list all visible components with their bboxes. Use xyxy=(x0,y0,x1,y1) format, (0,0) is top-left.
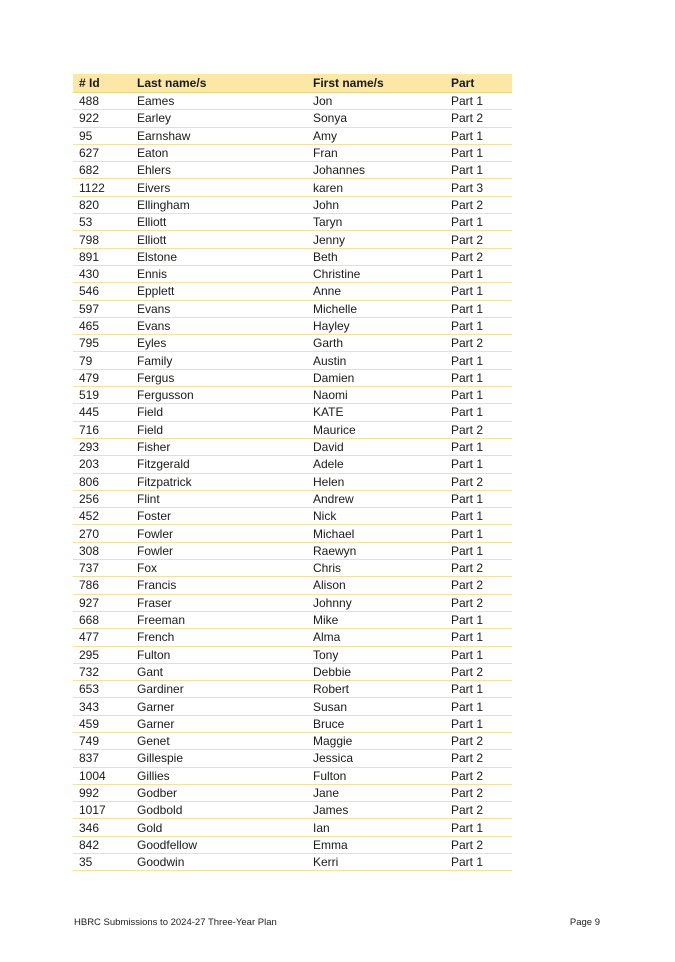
cell-last-name: Field xyxy=(131,404,307,421)
cell-part: Part 2 xyxy=(445,836,512,853)
cell-last-name: Godber xyxy=(131,784,307,801)
cell-id: 452 xyxy=(73,508,131,525)
cell-last-name: Garner xyxy=(131,715,307,732)
cell-last-name: Francis xyxy=(131,577,307,594)
table-row xyxy=(73,387,512,404)
table-row xyxy=(73,508,512,525)
cell-last-name: Fowler xyxy=(131,525,307,542)
cell-last-name: Fitzpatrick xyxy=(131,473,307,490)
cell-part: Part 1 xyxy=(445,127,512,144)
cell-first-name: Naomi xyxy=(307,387,445,404)
cell-last-name: Fisher xyxy=(131,438,307,455)
header-row xyxy=(73,74,512,93)
cell-id: 95 xyxy=(73,127,131,144)
footer-page-number: Page 9 xyxy=(569,917,600,928)
cell-part: Part 1 xyxy=(445,456,512,473)
cell-last-name: Flint xyxy=(131,490,307,507)
cell-part: Part 2 xyxy=(445,802,512,819)
cell-part: Part 1 xyxy=(445,490,512,507)
table-row xyxy=(73,732,512,749)
cell-id: 737 xyxy=(73,560,131,577)
cell-id: 53 xyxy=(73,214,131,231)
cell-id: 293 xyxy=(73,438,131,455)
table-row xyxy=(73,560,512,577)
cell-id: 346 xyxy=(73,819,131,836)
cell-last-name: Gillespie xyxy=(131,750,307,767)
cell-last-name: Family xyxy=(131,352,307,369)
table-row xyxy=(73,767,512,784)
cell-part: Part 2 xyxy=(445,577,512,594)
cell-last-name: Goodwin xyxy=(131,854,307,871)
cell-part: Part 1 xyxy=(445,854,512,871)
column-header-first-name: First name/s xyxy=(307,74,445,93)
column-header-part: Part xyxy=(445,74,512,93)
cell-last-name: Garner xyxy=(131,698,307,715)
table-header xyxy=(73,74,512,93)
cell-last-name: Evans xyxy=(131,300,307,317)
cell-part: Part 3 xyxy=(445,179,512,196)
cell-first-name: Jessica xyxy=(307,750,445,767)
cell-first-name: Johnny xyxy=(307,594,445,611)
cell-id: 295 xyxy=(73,646,131,663)
cell-part: Part 1 xyxy=(445,214,512,231)
cell-last-name: Godbold xyxy=(131,802,307,819)
table-row xyxy=(73,663,512,680)
cell-last-name: Fox xyxy=(131,560,307,577)
cell-first-name: Michelle xyxy=(307,300,445,317)
cell-last-name: Eivers xyxy=(131,179,307,196)
table-row xyxy=(73,750,512,767)
table-row xyxy=(73,577,512,594)
cell-last-name: Goodfellow xyxy=(131,836,307,853)
footer-document-title: HBRC Submissions to 2024-27 Three-Year Plan xyxy=(74,917,277,928)
cell-id: 477 xyxy=(73,629,131,646)
cell-first-name: Robert xyxy=(307,681,445,698)
cell-last-name: Fergusson xyxy=(131,387,307,404)
cell-first-name: Beth xyxy=(307,248,445,265)
cell-last-name: Ellingham xyxy=(131,196,307,213)
cell-part: Part 2 xyxy=(445,231,512,248)
cell-first-name: Maggie xyxy=(307,732,445,749)
cell-first-name: James xyxy=(307,802,445,819)
cell-part: Part 2 xyxy=(445,767,512,784)
cell-part: Part 2 xyxy=(445,750,512,767)
cell-last-name: Ennis xyxy=(131,265,307,282)
table-row xyxy=(73,127,512,144)
cell-part: Part 2 xyxy=(445,196,512,213)
cell-part: Part 1 xyxy=(445,646,512,663)
cell-last-name: Epplett xyxy=(131,283,307,300)
cell-part: Part 1 xyxy=(445,611,512,628)
cell-id: 79 xyxy=(73,352,131,369)
cell-last-name: French xyxy=(131,629,307,646)
cell-id: 820 xyxy=(73,196,131,213)
cell-first-name: Kerri xyxy=(307,854,445,871)
table-row xyxy=(73,715,512,732)
cell-first-name: karen xyxy=(307,179,445,196)
cell-last-name: Genet xyxy=(131,732,307,749)
cell-id: 1017 xyxy=(73,802,131,819)
cell-part: Part 1 xyxy=(445,681,512,698)
cell-part: Part 1 xyxy=(445,715,512,732)
cell-last-name: Fergus xyxy=(131,369,307,386)
cell-id: 842 xyxy=(73,836,131,853)
cell-first-name: John xyxy=(307,196,445,213)
cell-first-name: Damien xyxy=(307,369,445,386)
cell-last-name: Elliott xyxy=(131,214,307,231)
cell-part: Part 1 xyxy=(445,162,512,179)
cell-first-name: Emma xyxy=(307,836,445,853)
cell-last-name: Gardiner xyxy=(131,681,307,698)
table-row xyxy=(73,490,512,507)
cell-id: 716 xyxy=(73,421,131,438)
table-row xyxy=(73,317,512,334)
cell-first-name: Fran xyxy=(307,144,445,161)
cell-part: Part 2 xyxy=(445,732,512,749)
cell-id: 798 xyxy=(73,231,131,248)
cell-first-name: Christine xyxy=(307,265,445,282)
cell-part: Part 2 xyxy=(445,248,512,265)
cell-id: 1004 xyxy=(73,767,131,784)
cell-first-name: Amy xyxy=(307,127,445,144)
table-row xyxy=(73,335,512,352)
cell-part: Part 1 xyxy=(445,300,512,317)
cell-first-name: David xyxy=(307,438,445,455)
table-row xyxy=(73,629,512,646)
cell-id: 459 xyxy=(73,715,131,732)
cell-first-name: Alma xyxy=(307,629,445,646)
cell-part: Part 1 xyxy=(445,404,512,421)
table-row xyxy=(73,300,512,317)
table-row xyxy=(73,542,512,559)
table-row xyxy=(73,231,512,248)
cell-part: Part 1 xyxy=(445,144,512,161)
cell-id: 488 xyxy=(73,93,131,110)
cell-first-name: Bruce xyxy=(307,715,445,732)
cell-first-name: KATE xyxy=(307,404,445,421)
cell-part: Part 1 xyxy=(445,542,512,559)
table-row xyxy=(73,819,512,836)
cell-part: Part 1 xyxy=(445,369,512,386)
cell-part: Part 1 xyxy=(445,317,512,334)
cell-id: 35 xyxy=(73,854,131,871)
cell-part: Part 2 xyxy=(445,421,512,438)
table-row xyxy=(73,681,512,698)
cell-last-name: Gillies xyxy=(131,767,307,784)
cell-id: 256 xyxy=(73,490,131,507)
cell-id: 270 xyxy=(73,525,131,542)
table-row xyxy=(73,784,512,801)
cell-id: 891 xyxy=(73,248,131,265)
cell-part: Part 1 xyxy=(445,283,512,300)
cell-part: Part 1 xyxy=(445,698,512,715)
cell-id: 668 xyxy=(73,611,131,628)
cell-last-name: Field xyxy=(131,421,307,438)
table-row xyxy=(73,525,512,542)
cell-last-name: Earley xyxy=(131,110,307,127)
cell-last-name: Eames xyxy=(131,93,307,110)
cell-part: Part 2 xyxy=(445,335,512,352)
table-row xyxy=(73,421,512,438)
cell-id: 992 xyxy=(73,784,131,801)
cell-last-name: Evans xyxy=(131,317,307,334)
cell-first-name: Chris xyxy=(307,560,445,577)
cell-last-name: Eaton xyxy=(131,144,307,161)
cell-last-name: Eyles xyxy=(131,335,307,352)
cell-id: 627 xyxy=(73,144,131,161)
table-row xyxy=(73,698,512,715)
cell-part: Part 1 xyxy=(445,93,512,110)
cell-last-name: Elstone xyxy=(131,248,307,265)
cell-part: Part 1 xyxy=(445,629,512,646)
cell-first-name: Taryn xyxy=(307,214,445,231)
cell-part: Part 2 xyxy=(445,784,512,801)
cell-first-name: Jane xyxy=(307,784,445,801)
cell-first-name: Hayley xyxy=(307,317,445,334)
cell-part: Part 2 xyxy=(445,594,512,611)
cell-part: Part 2 xyxy=(445,663,512,680)
cell-last-name: Foster xyxy=(131,508,307,525)
cell-last-name: Elliott xyxy=(131,231,307,248)
cell-first-name: Anne xyxy=(307,283,445,300)
cell-id: 445 xyxy=(73,404,131,421)
cell-first-name: Alison xyxy=(307,577,445,594)
cell-id: 519 xyxy=(73,387,131,404)
table-row xyxy=(73,802,512,819)
table-row xyxy=(73,179,512,196)
table-row xyxy=(73,352,512,369)
cell-id: 465 xyxy=(73,317,131,334)
column-header-id: # Id xyxy=(73,74,131,93)
cell-id: 308 xyxy=(73,542,131,559)
cell-id: 682 xyxy=(73,162,131,179)
submissions-table xyxy=(73,74,512,871)
cell-id: 837 xyxy=(73,750,131,767)
cell-id: 786 xyxy=(73,577,131,594)
cell-id: 732 xyxy=(73,663,131,680)
table-body xyxy=(73,93,512,871)
cell-last-name: Freeman xyxy=(131,611,307,628)
cell-id: 430 xyxy=(73,265,131,282)
table-row xyxy=(73,836,512,853)
cell-id: 479 xyxy=(73,369,131,386)
table-row xyxy=(73,93,512,110)
cell-first-name: Jenny xyxy=(307,231,445,248)
cell-id: 546 xyxy=(73,283,131,300)
cell-part: Part 1 xyxy=(445,819,512,836)
cell-first-name: Fulton xyxy=(307,767,445,784)
cell-id: 795 xyxy=(73,335,131,352)
cell-id: 806 xyxy=(73,473,131,490)
cell-id: 749 xyxy=(73,732,131,749)
cell-id: 1122 xyxy=(73,179,131,196)
cell-last-name: Gold xyxy=(131,819,307,836)
table-row xyxy=(73,611,512,628)
table-row xyxy=(73,110,512,127)
cell-first-name: Sonya xyxy=(307,110,445,127)
cell-last-name: Ehlers xyxy=(131,162,307,179)
table-row xyxy=(73,854,512,871)
cell-first-name: Mike xyxy=(307,611,445,628)
cell-first-name: Debbie xyxy=(307,663,445,680)
column-header-last-name: Last name/s xyxy=(131,74,307,93)
cell-first-name: Jon xyxy=(307,93,445,110)
cell-id: 927 xyxy=(73,594,131,611)
cell-part: Part 1 xyxy=(445,352,512,369)
cell-part: Part 2 xyxy=(445,473,512,490)
cell-id: 203 xyxy=(73,456,131,473)
cell-first-name: Raewyn xyxy=(307,542,445,559)
cell-id: 343 xyxy=(73,698,131,715)
cell-last-name: Earnshaw xyxy=(131,127,307,144)
table-row xyxy=(73,283,512,300)
table-row xyxy=(73,404,512,421)
cell-first-name: Andrew xyxy=(307,490,445,507)
cell-first-name: Michael xyxy=(307,525,445,542)
cell-part: Part 1 xyxy=(445,265,512,282)
cell-first-name: Susan xyxy=(307,698,445,715)
cell-first-name: Ian xyxy=(307,819,445,836)
table-row xyxy=(73,594,512,611)
cell-id: 653 xyxy=(73,681,131,698)
table-row xyxy=(73,248,512,265)
cell-first-name: Adele xyxy=(307,456,445,473)
table-row xyxy=(73,214,512,231)
cell-first-name: Johannes xyxy=(307,162,445,179)
cell-last-name: Fowler xyxy=(131,542,307,559)
cell-last-name: Fitzgerald xyxy=(131,456,307,473)
cell-first-name: Nick xyxy=(307,508,445,525)
cell-first-name: Austin xyxy=(307,352,445,369)
cell-last-name: Fulton xyxy=(131,646,307,663)
table-row xyxy=(73,456,512,473)
cell-part: Part 2 xyxy=(445,560,512,577)
table-row xyxy=(73,162,512,179)
cell-part: Part 1 xyxy=(445,387,512,404)
cell-id: 922 xyxy=(73,110,131,127)
cell-last-name: Gant xyxy=(131,663,307,680)
cell-first-name: Helen xyxy=(307,473,445,490)
cell-first-name: Garth xyxy=(307,335,445,352)
table-row xyxy=(73,438,512,455)
cell-part: Part 2 xyxy=(445,110,512,127)
cell-first-name: Tony xyxy=(307,646,445,663)
cell-first-name: Maurice xyxy=(307,421,445,438)
table-row xyxy=(73,369,512,386)
table-row xyxy=(73,196,512,213)
cell-last-name: Fraser xyxy=(131,594,307,611)
table-row xyxy=(73,473,512,490)
cell-id: 597 xyxy=(73,300,131,317)
cell-part: Part 1 xyxy=(445,525,512,542)
table-row xyxy=(73,144,512,161)
table-row xyxy=(73,265,512,282)
cell-part: Part 1 xyxy=(445,508,512,525)
cell-part: Part 1 xyxy=(445,438,512,455)
table-row xyxy=(73,646,512,663)
